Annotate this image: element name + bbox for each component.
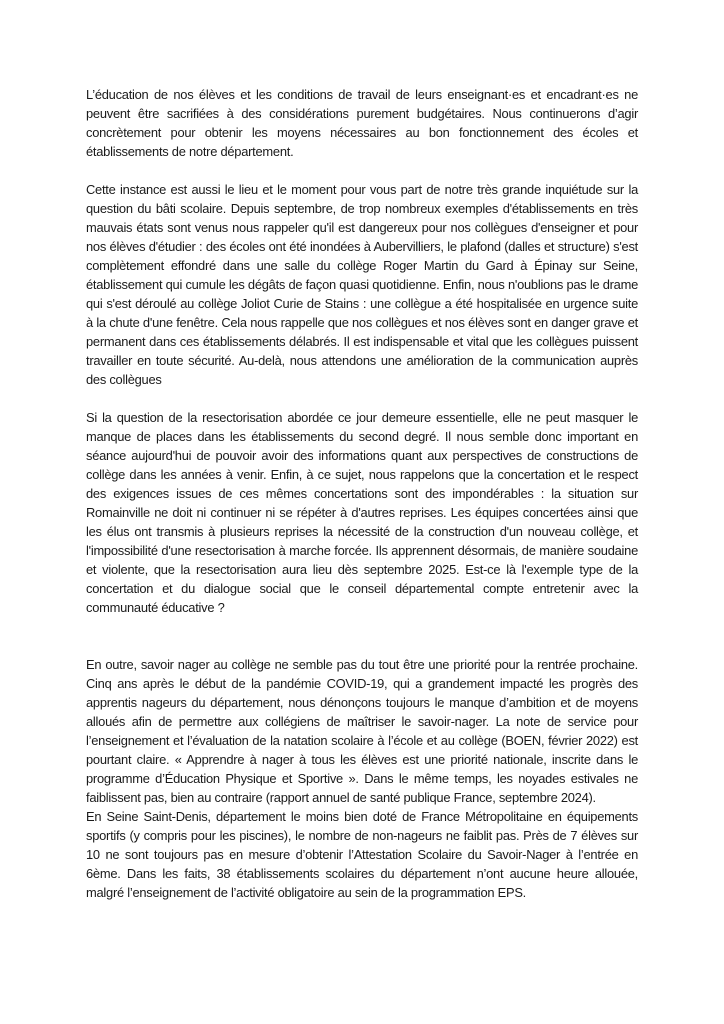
paragraph-resectorisation: Si la question de la resectorisation abordée ce jour demeure essentielle, elle ne peut masquer le manque de places dans les établissements du second degré. Il nous semble donc important en séance aujourd'hui de pouvoir avoir des informations quant aux perspectives de constructions de collège dans les années à venir. Enfin, à ce sujet, nous rappelons que la concertation et le respect des exigences issues de ces mêmes concertations sont des impondérables : la situation sur Romainville ne doit ni continuer ni se répéter à d'autres reprises. Les équipes concertées ainsi que les élus ont transmis à plusieurs reprises la nécessité de la construction d'un nouveau collège, et l'impossibilité d'une resectorisation à marche forcée. Ils apprennent désormais, de manière soudaine et violente, que la resectorisation aura lieu dès septembre 2025. Est-ce là l'exemple type de la concertation et du dialogue social que le conseil départemental compte entretenir avec la communauté éducative ? [86, 410, 638, 615]
paragraph-seine-saint-denis: En Seine Saint-Denis, département le moins bien doté de France Métropolitaine en équipements sportifs (y compris pour les piscines), le nombre de non-nageurs ne faiblit pas. Près de 7 élèves sur 10 ne sont toujours pas en mesure d’obtenir l’Attestation Scolaire du Savoir-Nager à l’entrée en 6ème. Dans les faits, 38 établissements scolaires du département n’ont aucune heure allouée, malgré l’enseignement de l’activité obligatoire au sein de la programmation EPS. [86, 809, 638, 900]
paragraph-savoir-nager: En outre, savoir nager au collège ne semble pas du tout être une priorité pour la rentrée prochaine. Cinq ans après le début de la pandémie COVID-19, qui a grandement impacté les progrès des apprentis nageurs du département, nous dénonçons toujours le manque d’ambition et de moyens alloués afin de permettre aux collégiens de maîtriser le savoir-nager. La note de service pour l’enseignement et l’évaluation de la natation scolaire à l’école et au collège (BOEN, février 2022) est pourtant claire. « Apprendre à nager à tous les élèves est une priorité nationale, inscrite dans le programme d’Éducation Physique et Sportive ». Dans le même temps, les noyades estivales ne faiblissent pas, bien au contraire (rapport annuel de santé publique France, septembre 2024). [86, 657, 638, 805]
paragraph-budget: L’éducation de nos élèves et les conditions de travail de leurs enseignant·es et encadrant·es ne peuvent être sacrifiées à des considérations purement budgétaires. Nous continuerons d’agir concrètement pour obtenir les moyens nécessaires au bon fonctionnement des écoles et établissements de notre département. [86, 87, 638, 159]
paragraph-bati-scolaire: Cette instance est aussi le lieu et le moment pour vous part de notre très grande inquiétude sur la question du bâti scolaire. Depuis septembre, de trop nombreux exemples d'établissements en très mauvais états sont venus nous rappeler qu'il est dangereux pour nos collègues d'enseigner et pour nos élèves d'étudier : des écoles ont été inondées à Aubervilliers, le plafond (dalles et structure) s'est complètement effondré dans une salle du collège Roger Martin du Gard à Épinay sur Seine, établissement qui cumule les dégâts de façon quasi quotidienne. Enfin, nous n'oublions pas le drame qui s'est déroulé au collège Joliot Curie de Stains : une collègue a été hospitalisée en urgence suite à la chute d'une fenêtre. Cela nous rappelle que nos collègues et nos élèves sont en danger grave et permanent dans ces établissements délabrés. Il est indispensable et vital que les collègues puissent travailler en toute sécurité. Au-delà, nous attendons une amélioration de la communication auprès des collègues [86, 182, 638, 387]
